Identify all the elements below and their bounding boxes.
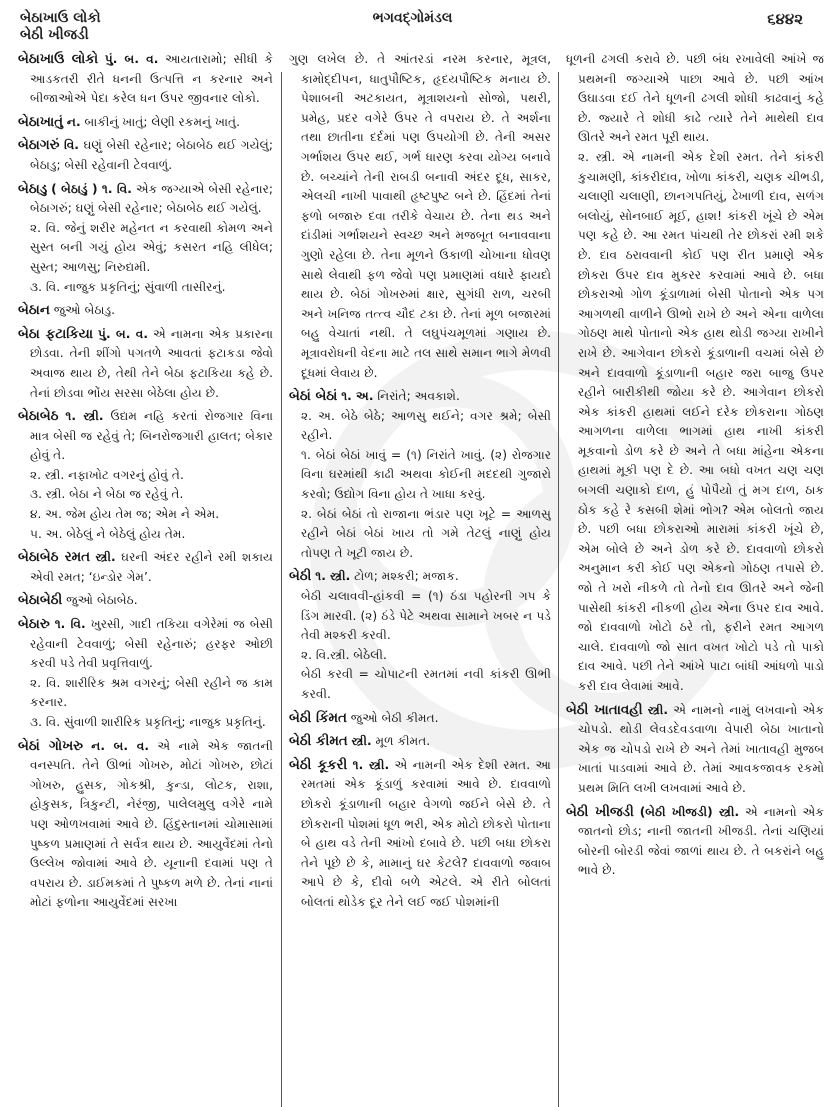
entry-text: ધૂળની ઢગલી કરાવે છે. પછી બંધ રખાવેલી આંખે જ પ્રથમની જગ્યાએ પાછા આવે છે. પછી આંખ ઉઘાડવા દઈ તેને ધૂળની ઢગલી શોધી કાઢવાનું કહે છે. જ્યારે તે શોધી કાઢે ત્યારે તેને માથેથી દાવ ઊતરે અને રમત પૂરી થાય. xyxy=(566,52,824,145)
entry-headword: બેઠી કૂકરી xyxy=(289,757,348,773)
entry-part-of-speech: (બેઠી ખીજડી) સ્ત્રી. xyxy=(639,804,740,819)
entry-sense xyxy=(289,446,551,505)
entry-definition xyxy=(18,615,273,674)
entry-headword: બેઠાં બેઠાં xyxy=(289,389,338,405)
dictionary-entry xyxy=(18,407,273,544)
entry-headword: બેઠા ફટાકિયા xyxy=(18,326,93,342)
entry-part-of-speech: ૧. વિ. xyxy=(54,617,86,632)
entry-text: જુઓ બેઠાબેઠ. xyxy=(66,593,138,608)
entry-sense xyxy=(18,525,273,545)
entry-text: એ નામનો નામું લખવાનો એક ચોપડો. થોડી લેવડદેવડવાળા વેપારી બેઠા ખાતાનો એક જ ચોપડો રાખે છે અને તેમાં ખાતાવહી મુજબ ખાતાં પાડવામાં આવે છે. તેમાં આવકજાવક રકમો પ્રથમ મિતિ લખી લખવામાં આવે છે. xyxy=(578,702,824,795)
entry-sense xyxy=(18,713,273,733)
entry-part-of-speech: પું. બ. વ. xyxy=(98,326,148,341)
entry-part-of-speech: સ્ત્રી. xyxy=(95,550,116,565)
entry-definition xyxy=(18,301,273,321)
entry-text: ગુણ લખેલ છે. તે આંતરડાં નરમ કરનાર, મૂત્રલ, કામોદ્દીપન, ધાતુપૌષ્ટિક, હૃદયપૌષ્ટિક મનાય છે. પેશાબની અટકાયત, મૂત્રાશયનો સોજો, પથરી, પ્રમેહ, પ્રદર વગેરે ઉપર તે વપરાય છે. તે અર્શના તથા છાતીના દર્દમાં પણ ઉપયોગી છે. તેની અસર ગર્ભાશય ઉપર થઈ, ગર્ભ ધારણ કરવા યોગ્ય બનાવે છે. બચ્ચાંને તેની રાબડી બનાવી અંદર દૂધ, સાકર, એલચી નાખી પાવાથી હૃષ્ટપુષ્ટ બને છે. હિંદમાં તેનાં ફળો બજારુ દવા તરીકે વેચાય છે. તેના થડ અને દાંડીમાં ગર્ભાશયને સ્વચ્છ અને મજબૂત બનાવવાના ગુણો રહેલા છે. તેના મૂળને ઉકાળી ચોખાના ધોવણ સાથે લેવાથી ફળ જેવો પણ પ્રમાણમાં વધારે ફાયદો થાય છે. બેઠાં ગોખરુમાં ક્ષાર, સુગંધી રાળ, ચરબી અને ખનિજ તત્ત્વ ચૌદ ટકા છે. તેનાં મૂળ બજારમાં બહુ વેચાતાં નથી. તે લઘુપંચમૂળમાં ગણાય છે. મૂત્રાવરોધની વેદના માટે તલ સાથે સમાન ભાગે મેળવી દૂધમાં લેવાય છે. xyxy=(289,52,551,380)
entry-text: ૩. વિ. નાજુક પ્રકૃતિનું; સુંવાળી તાસીરનું. xyxy=(30,279,226,294)
entry-text: ૨. બેઠાં બેઠાં તો રાજાના ભંડાર પણ ખૂટે = આળસુ રહીને બેઠાં બેઠાં ખાય તો ગમે તેટલું નાણું હોય તોપણ તે ખૂટી જાય છે. xyxy=(301,506,551,560)
dictionary-entry xyxy=(18,180,273,298)
entry-definition xyxy=(18,407,273,466)
entry-text: બેઠી કરવી = ચોપાટની રમતમાં નવી કાંકરી ઊભી કરવી. xyxy=(301,667,551,701)
entry-text: ૨. અ. બેઠે બેઠે; આળસુ થઈને; વગર શ્રમે; બેસી રહીને. xyxy=(301,408,551,443)
entry-headword: બેઠાબેઠ xyxy=(18,409,59,425)
entry-part-of-speech: ૧. સ્ત્રી. xyxy=(352,757,390,772)
text-columns xyxy=(18,50,824,1070)
entry-text: બાકીનું ખાતું; લેણી રકમનું ખાતું. xyxy=(84,114,240,129)
entry-sense xyxy=(18,505,273,525)
entry-headword: બેઠાં ગોખરુ xyxy=(18,738,83,754)
dictionary-entry xyxy=(18,615,273,733)
entry-part-of-speech: ન. xyxy=(66,114,81,129)
entry-sense xyxy=(18,466,273,486)
column-2 xyxy=(289,50,551,1068)
entry-part-of-speech: ન. બ. વ. xyxy=(91,738,149,753)
dictionary-entry xyxy=(289,387,551,563)
dictionary-entry xyxy=(289,567,551,704)
dictionary-entry xyxy=(18,113,273,133)
entry-text: જુઓ બેઠી કીમત. xyxy=(350,710,439,725)
page-number: ૬૪૪૨ xyxy=(767,10,803,28)
entry-part-of-speech: ૧. સ્ત્રી. xyxy=(65,409,104,424)
entry-text: ૧. બેઠાં બેઠાં ખાવું = (૧) નિરાંતે ખાવું. (૨) રોજગાર વિના ઘરમાંથી કાઢી અથવા કોઈની મદદથી ગુજારો કરવો; ઉદ્યોગ વિના હોય તે ખાધા કરવું. xyxy=(301,447,551,502)
entry-headword: બેઠારુ xyxy=(18,617,50,633)
dictionary-entry xyxy=(18,548,273,587)
column-1 xyxy=(18,50,273,1068)
entry-text: ૩. વિ. સુંવાળી શારીરિક પ્રકૃતિનું; નાજુક પ્રકૃતિનું. xyxy=(30,715,266,729)
entry-headword: બેઠાખાતું xyxy=(18,114,63,130)
entry-text: ટોળ; મશ્કરી; મજાક. xyxy=(354,569,459,584)
dictionary-entry xyxy=(18,325,273,403)
entry-definition xyxy=(18,591,273,611)
entry-headword: બેઠાખાઉ લોકો xyxy=(18,52,99,67)
entry-definition xyxy=(18,136,273,175)
entry-text: એ નામનો એક જાતનો છોડ; નાની જાતની ખીજડી. તેનાં ચણિયાં બોરની બોરડી જેવાં જાળાં થાય છે. તે બકરાંને બહુ ભાવે છે. xyxy=(578,804,824,878)
entry-sense xyxy=(18,219,273,278)
entry-part-of-speech: ( બેઠાડું ) ૧. વિ. xyxy=(51,181,132,196)
dictionary-entry xyxy=(18,136,273,175)
entry-text: બેઠી ચલાવવી-હાંકવી = (૧) ઠંડા પહોરની ગપ કે ડિંગ મારવી. (૨) ઠંડે પેટે અથવા સામાને ખબર ન પડે તેવી મશ્કરી કરવી. xyxy=(301,589,551,643)
entry-text: આયતારામો; સીધી કે આડકતરી રીતે ધનની ઉત્પત્તિ ન કરનાર અને બીજાઓએ પેદા કરેલ ધન ઉપર જીવનાર લોકો. xyxy=(30,52,273,106)
entry-text: એ નામની એક દેશી રમત. આ રમતમાં એક કૂંડાળું કરવામાં આવે છે. દાવવાળો છોકરો કૂંડાળાની બહાર વેગળો જઈને બેસે છે. તે છોકરાની પોશમાં ધૂળ ભરી, એક મોટો છોકરો પોતાના બે હાથ વડે તેની આંખો દબાવે છે. પછી બધા છોકરા તેને પૂછે છે કે, મામાનું ઘર કેટલે? દાવવાળો જવાબ આપે છે કે, દીવો બળે એટલે. એ રીતે બોલતાં બોલતાં થોડેક દૂર તેને લઈ જઈ પોશમાંની xyxy=(301,757,551,909)
entry-text: ઘણું બેસી રહેનાર; બેઠાબેઠ થઈ ગયેલું; બેઠાડુ; બેસી રહેવાની ટેવવાળું. xyxy=(30,138,273,172)
entry-text: ૨. વિ. શારીરિક શ્રમ વગરનું; બેસી રહીને જ કામ કરનાર. xyxy=(30,675,273,710)
entry-headword: બેઠાબેઠ રમત xyxy=(18,550,90,566)
dictionary-entry xyxy=(289,756,551,913)
entry-text: એ નામે એક જાતની વનસ્પતિ. તેને ઊભાં ગોખરુ, મોટાં ગોખરુ, છોટાં ગોખરુ, હુસક, ગોકશ્રી, કુન્ડા, લોટક, રાશા, હોકુસક, ત્રિકુન્ટી, નેરંજી, પાલેલમુલુ વગેરે નામે પણ ઓળખવામાં આવે છે. હિંદુસ્તાનમાં ચોમાસામાં પુષ્કળ પ્રમાણમાં તે સર્વત્ર થાય છે. આયુર્વેદમાં તેનો ઉલ્લેખ જોવામાં આવે છે. યૂનાની દવામાં પણ તે વપરાય છે. ડાઈમકમાં તે પુષ્કળ મળે છે. તેનાં નાનાં મોટાં ફળોના આયુર્વેદમાં સરખા xyxy=(30,738,273,910)
guide-word-first: બેઠાખાઉ લોકો xyxy=(20,10,101,26)
entry-sense xyxy=(566,148,824,697)
dictionary-entry xyxy=(289,732,551,752)
entry-text: જુઓ બેઠાડુ. xyxy=(53,303,116,318)
entry-definition xyxy=(289,756,551,913)
column-3 xyxy=(566,50,824,1068)
entry-headword: બેઠાડુ xyxy=(18,181,48,197)
entry-headword: બેઠાગરું xyxy=(18,138,60,154)
entry-sense xyxy=(289,407,551,446)
entry-definition xyxy=(289,50,551,383)
entry-text: ઘરની અંદર રહીને રમી શકાય એવી રમત; ‘ઇન્ડોર ગેમ’. xyxy=(30,550,273,584)
entry-text: ઉદ્યમ નહિ કરતાં રોજગાર વિના માત્ર બેસી જ રહેવું તે; બિનરોજગારી હાલત; બેકાર હોવું તે. xyxy=(30,409,273,463)
dictionary-entry xyxy=(566,701,824,799)
entry-headword: બેઠી xyxy=(289,569,312,585)
entry-definition xyxy=(566,803,824,881)
entry-definition xyxy=(18,325,273,403)
dictionary-entry xyxy=(18,737,273,913)
entry-headword: બેઠાબેઠી xyxy=(18,593,63,609)
entry-text: ૨. વિ. જેનું શરીર મહેનત ન કરવાથી કોમળ અને સુસ્ત બની ગયું હોય એવું; કસરત નહિ લીધેલ; સુસ્ત; આળસુ; નિરુદ્યમી. xyxy=(30,220,273,274)
entry-text: ૨. સ્ત્રી. એ નામની એક દેશી રમત. તેને કાંકરી કુચામણી, કાંકરીદાવ, ખોળા કાંકરી, ચણક ચીભડી, ચલાણી ચલાણી, છાનગપતિયું, ઢેખાળી દાવ, સળંગ બલોયું, સોનબાઈ મૂઈ, હાશ! કાંકરી ખૂંચે છે એમ પણ કહે છે. આ રમત પાંચથી તેર છોકરાં રમી શકે છે. દાવ ઠરાવવાની કોઈ પણ રીત પ્રમાણે એક છોકરા ઉપર દાવ મુકરર કરવામાં આવે છે. બધા છોકરાઓ ગોળ કૂંડાળામાં બેસી પોતાનો એક પગ આગળથી વાળીને ઊભો રાખે છે અને એના વાળેલા ગોઠણ માથે પોતાનો એક હાથ થોડી જગ્યા રાખીને રાખે છે. આગેવાન છોકરો કૂંડાળાની વચમાં બેસે છે અને દાવવાળો કૂંડાળાની બહાર જરા બાજુ ઉપર રહીને બારીકીથી જોયા કરે છે. આગેવાન છોકરો એક કાંકરી હાથમાં લઈને દરેક છોકરાના ગોઠણ આગળના વાળેલા ભાગમાં હાથ નાખી કાંકરી મૂકવાનો ડોળ કરે છે અને તે બધા માંહેના એકના હાથમાં મૂકી પણ દે છે. આ બધો વખત ચણ ચણ બગલી ચણાકો દાળ, હું પોપૈયો તું મગ દાળ, ઠાક ઠોક કહે રે કસબી શેમાં ભોગ? એમ બોલતો જાય છે. પછી બધા છોકરાઓ મારામાં કાંકરી ખૂંચે છે, એમ બોલે છે અને ડોળ કરે છે. દાવવાળો છોકરો અનુમાન કરી કોઈ પણ એકનો ગોઠણ તપાસે છે. જો તે ખરો નીકળે તો તેનો દાવ ઊતરે અને જેની પાસેથી કાંકરી નીકળી હોય એના ઉપર દાવ આવે. જો દાવવાળો ખોટો ઠરે તો, ફરીને રમત આગળ ચાલે. દાવવાળો જો સાત વખત ખોટો પડે તો પાકો દાવ આવે. પછી તેને આંખે પાટા બાંધી આંધળો પાડો કરી દાવ લેવામાં આવે. xyxy=(578,149,824,693)
entry-sense xyxy=(289,646,551,666)
entry-text: ૪. અ. જેમ હોય તેમ જ; એમ ને એમ. xyxy=(30,507,220,522)
entry-text: નિરાંતે; અવકાશે. xyxy=(377,389,460,404)
entry-definition xyxy=(289,567,551,587)
entry-sense xyxy=(18,674,273,713)
entry-definition xyxy=(18,548,273,587)
column-divider xyxy=(558,72,559,1107)
dictionary-entry xyxy=(566,803,824,881)
entry-part-of-speech: વિ. xyxy=(63,138,79,153)
entry-definition xyxy=(18,50,273,109)
entry-text: ખુરસી, ગાદી તકિયા વગેરેમાં જ બેસી રહેવાની ટેવવાળું; બેસી રહેનારું; હરફર ઓછી કરવી પડે તેવી પ્રવૃત્તિવાળું. xyxy=(30,617,273,671)
entry-definition xyxy=(18,737,273,913)
entry-headword: બેઠી કીમત xyxy=(289,734,348,750)
entry-definition xyxy=(289,732,551,752)
guide-word-last: બેઠી ખીજડી xyxy=(20,27,89,43)
entry-text: ૨. સ્ત્રી. નફાખોટ વગરનું હોવું તે. xyxy=(30,467,184,482)
entry-definition xyxy=(18,180,273,219)
entry-definition xyxy=(289,387,551,407)
entry-text: ૨. વિ.સ્ત્રી. બેઠેલી. xyxy=(301,647,387,662)
dictionary-entry xyxy=(18,301,273,321)
column-divider xyxy=(281,72,282,1107)
entry-definition xyxy=(289,709,551,729)
entry-text: એક જગ્યાએ બેસી રહેનાર; બેઠાગરું; ઘણું બેસી રહેનાર; બેઠાબેઠ થઈ ગયેલું. xyxy=(30,181,273,216)
entry-definition xyxy=(566,701,824,799)
book-title: ભગવદ્ગોમંડલ xyxy=(372,10,453,26)
entry-sense xyxy=(289,587,551,646)
dictionary-entry xyxy=(289,709,551,729)
entry-headword: બેઠી ખાતાવહી xyxy=(566,702,643,718)
entry-sense xyxy=(18,485,273,505)
entry-text: ૫. અ. બેઠેલું ને બેઠેલું હોય તેમ. xyxy=(30,526,186,541)
entry-part-of-speech: પું. બ. વ. xyxy=(104,52,159,66)
dictionary-entry xyxy=(18,591,273,611)
dictionary-entry xyxy=(566,50,824,697)
entry-part-of-speech: સ્ત્રી. xyxy=(351,734,372,749)
entry-text: મૂળ કીમત. xyxy=(375,734,431,749)
entry-part-of-speech: ૧. સ્ત્રી. xyxy=(315,569,351,584)
page-header xyxy=(0,8,825,52)
entry-headword: બેઠી ખીજડી xyxy=(566,804,634,820)
dictionary-entry xyxy=(289,50,551,383)
entry-part-of-speech: ૧. અ. xyxy=(341,389,374,404)
entry-headword: બેઠાન xyxy=(18,303,50,319)
entry-text: ૩. સ્ત્રી. બેઠા ને બેઠા જ રહેવું તે. xyxy=(30,487,184,502)
entry-sense xyxy=(289,505,551,564)
entry-part-of-speech: સ્ત્રી. xyxy=(647,702,668,717)
entry-sense xyxy=(18,278,273,298)
entry-headword: બેઠી કિંમત xyxy=(289,710,347,726)
entry-definition xyxy=(18,113,273,133)
entry-text: એ નામના એક પ્રકારના છોડવા. તેની શીંગો પગતળે આવતાં ફટાકડા જેવો અવાજ થાય છે, તેથી તેને બેઠા ફટાકિયા કહે છે. તેનાં છોડવા ભોંય સરસા બેઠેલા હોય છે. xyxy=(30,326,273,400)
entry-definition xyxy=(566,50,824,148)
dictionary-entry xyxy=(18,50,273,109)
entry-sense xyxy=(289,665,551,704)
